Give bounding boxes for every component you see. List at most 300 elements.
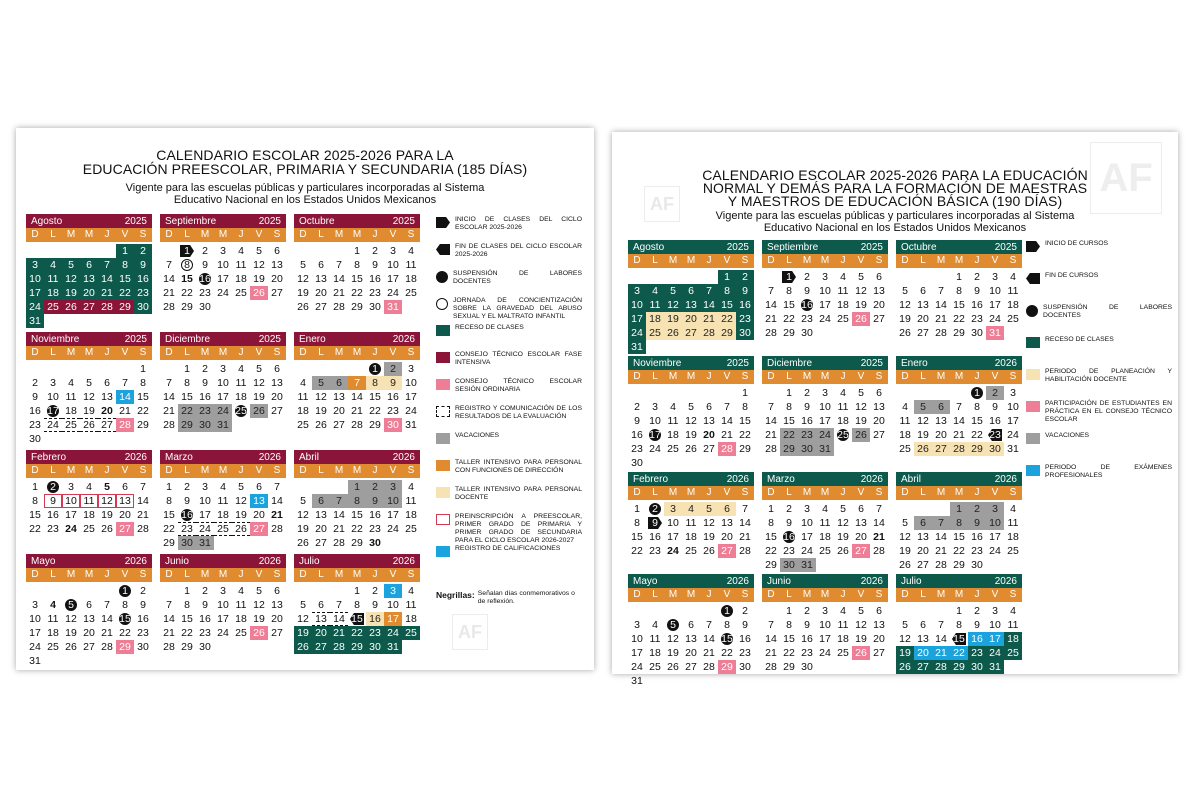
month-name: Julio bbox=[299, 555, 320, 567]
day-grid bbox=[628, 270, 754, 354]
day-cell: 2 bbox=[742, 605, 748, 617]
day-cell: 28 bbox=[271, 523, 283, 535]
weekday-label: D bbox=[633, 487, 641, 498]
weekday-label: M bbox=[686, 371, 696, 382]
legend-swatch bbox=[1026, 305, 1038, 317]
day-cell: 7 bbox=[98, 258, 116, 272]
day-cell: 6 bbox=[274, 585, 280, 597]
day-cell: 18 bbox=[1007, 531, 1019, 543]
day-cell: 24 bbox=[986, 646, 1004, 660]
empty-day bbox=[330, 480, 348, 494]
day-cell: 10 bbox=[989, 619, 1001, 631]
day-cell: 1 bbox=[950, 502, 968, 516]
day-cell: 4 bbox=[840, 271, 846, 283]
day-cell: 6 bbox=[920, 285, 926, 297]
day-cell: 8 bbox=[768, 517, 774, 529]
weekday-label: J bbox=[372, 465, 378, 476]
legend-swatch bbox=[1026, 433, 1040, 444]
day-cell: 22 bbox=[718, 312, 736, 326]
weekday-label: V bbox=[389, 229, 397, 240]
day-cell: 13 bbox=[271, 599, 283, 611]
month-year: 2025 bbox=[726, 241, 749, 253]
day-cell: 5 bbox=[62, 258, 80, 272]
empty-day bbox=[896, 270, 914, 284]
day-cell: 4 bbox=[840, 387, 846, 399]
day-cell: 22 bbox=[181, 287, 193, 299]
day-cell: 8 bbox=[742, 401, 748, 413]
day-cell: 30 bbox=[986, 442, 1004, 456]
legend-item-registro bbox=[436, 405, 582, 432]
day-cell: 28 bbox=[765, 661, 777, 673]
day-cell: 24 bbox=[196, 522, 214, 536]
day-cell: 27 bbox=[271, 627, 283, 639]
day-cell: 24 bbox=[214, 404, 232, 418]
day-cell: 4 bbox=[652, 619, 658, 631]
day-cell: 14 bbox=[137, 495, 149, 507]
weekday-header bbox=[294, 228, 420, 242]
day-cell: 12 bbox=[315, 391, 327, 403]
bold-note-text: Señalan días conmemorativos o de reflexión. bbox=[477, 590, 575, 605]
day-cell: 2 bbox=[804, 605, 810, 617]
day-cell: 11 bbox=[837, 285, 849, 297]
legend-swatch bbox=[1026, 369, 1040, 380]
weekday-label: D bbox=[901, 589, 909, 600]
day-cell: 17 bbox=[384, 612, 402, 626]
weekday-label: J bbox=[238, 465, 244, 476]
month-name: Mayo bbox=[633, 575, 658, 587]
weekday-label: J bbox=[974, 255, 980, 266]
day-cell: 12 bbox=[899, 299, 911, 311]
day-cell: 29 bbox=[950, 660, 968, 674]
month-septiembre bbox=[160, 214, 286, 328]
day-cell: 17 bbox=[628, 312, 646, 326]
day-cell: 19 bbox=[62, 286, 80, 300]
weekday-label: M bbox=[352, 347, 362, 358]
day-cell: 22 bbox=[953, 313, 965, 325]
day-cell: 5 bbox=[858, 605, 864, 617]
day-cell: 8 bbox=[354, 599, 360, 611]
day-cell: 10 bbox=[819, 285, 831, 297]
day-cell: 20 bbox=[873, 633, 885, 645]
day-cell: 11 bbox=[405, 599, 417, 611]
month-header bbox=[160, 450, 286, 464]
legend-swatch bbox=[436, 433, 450, 444]
day-cell: 22 bbox=[29, 523, 41, 535]
day-cell: 8 bbox=[140, 377, 146, 389]
day-cell: 3 bbox=[390, 245, 396, 257]
month-year: 2026 bbox=[860, 575, 883, 587]
day-cell: 4 bbox=[670, 401, 676, 413]
day-cell: 16 bbox=[649, 531, 661, 543]
day-cell: 20 bbox=[80, 286, 98, 300]
day-cell: 19 bbox=[253, 273, 265, 285]
day-cell: 2 bbox=[736, 270, 754, 284]
weekday-label: M bbox=[936, 371, 946, 382]
weekday-label: S bbox=[1009, 255, 1017, 266]
day-grid bbox=[160, 362, 286, 432]
legend-item-fin bbox=[436, 243, 582, 270]
day-grid bbox=[26, 362, 152, 446]
day-cell: 22 bbox=[163, 523, 175, 535]
weekday-label: J bbox=[840, 589, 846, 600]
legend bbox=[436, 216, 582, 572]
day-cell: 20 bbox=[685, 647, 697, 659]
day-cell: 15 bbox=[116, 272, 134, 286]
day-cell: 3 bbox=[634, 619, 640, 631]
day-cell: 11 bbox=[1007, 285, 1019, 297]
day-cell: 24 bbox=[217, 627, 229, 639]
day-cell: 10 bbox=[986, 516, 1004, 530]
day-cell: 16 bbox=[137, 613, 149, 625]
weekday-label: D bbox=[633, 589, 641, 600]
day-grid bbox=[294, 480, 420, 550]
day-cell: 21 bbox=[935, 313, 947, 325]
weekday-header bbox=[160, 464, 286, 478]
legend-item-cte-ord bbox=[436, 378, 582, 405]
empty-day bbox=[160, 362, 178, 376]
weekday-label: L bbox=[652, 487, 658, 498]
day-cell: 8 bbox=[184, 599, 190, 611]
weekday-label: M bbox=[802, 589, 812, 600]
weekday-label: M bbox=[334, 569, 344, 580]
weekday-label: D bbox=[901, 371, 909, 382]
calendar-title-line1: CALENDARIO ESCOLAR 2025-2026 PARA LA EDUCACIÓN bbox=[702, 167, 1088, 183]
empty-day bbox=[312, 480, 330, 494]
day-cell: 9 bbox=[736, 284, 754, 298]
day-cell: 29 bbox=[953, 327, 965, 339]
day-cell: 8 bbox=[184, 377, 190, 389]
day-cell: 1 bbox=[348, 480, 366, 494]
day-cell: 28 bbox=[163, 419, 175, 431]
weekday-label: L bbox=[318, 569, 324, 580]
day-cell: 30 bbox=[801, 327, 813, 339]
weekday-header bbox=[896, 486, 1022, 500]
day-cell: 5 bbox=[700, 502, 718, 516]
day-cell: 10 bbox=[649, 415, 661, 427]
day-cell: 13 bbox=[250, 494, 268, 508]
day-cell: 29 bbox=[765, 559, 777, 571]
legend-item-vac bbox=[1026, 432, 1172, 464]
day-cell: 2 bbox=[974, 271, 980, 283]
bold-note bbox=[436, 590, 584, 605]
day-cell: 11 bbox=[1007, 517, 1019, 529]
day-cell: 4 bbox=[220, 481, 226, 493]
empty-day bbox=[116, 362, 134, 376]
day-cell: 13 bbox=[315, 509, 327, 521]
day-cell: 1 bbox=[184, 363, 190, 375]
weekday-label: M bbox=[352, 465, 362, 476]
day-cell: 15 bbox=[181, 391, 193, 403]
legend-text: SUSPENSIÓN DE LABORES DOCENTES bbox=[453, 270, 582, 285]
empty-day bbox=[312, 244, 330, 258]
month-header bbox=[294, 450, 420, 464]
day-cell: 21 bbox=[932, 646, 950, 660]
day-cell: 11 bbox=[649, 633, 661, 645]
weekday-label: M bbox=[66, 229, 76, 240]
day-cell: 21 bbox=[119, 405, 131, 417]
day-cell: 22 bbox=[950, 646, 968, 660]
day-cell: 20 bbox=[271, 613, 283, 625]
day-cell: 13 bbox=[721, 517, 733, 529]
day-cell: 5 bbox=[902, 619, 908, 631]
day-cell: 25 bbox=[297, 419, 309, 431]
day-cell: 23 bbox=[968, 646, 986, 660]
day-cell: 19 bbox=[315, 405, 327, 417]
empty-day bbox=[914, 386, 932, 400]
day-cell: 15 bbox=[351, 509, 363, 521]
weekday-label: J bbox=[104, 465, 110, 476]
day-cell: 5 bbox=[256, 245, 262, 257]
day-cell: 25 bbox=[646, 326, 664, 340]
month-header bbox=[896, 574, 1022, 588]
day-cell: 29 bbox=[718, 326, 736, 340]
day-cell: 15 bbox=[116, 612, 134, 626]
weekday-label: D bbox=[165, 229, 173, 240]
day-cell: 15 bbox=[718, 632, 736, 646]
day-cell: 2 bbox=[32, 377, 38, 389]
weekday-label: D bbox=[31, 229, 39, 240]
empty-day bbox=[682, 604, 700, 618]
weekday-label: M bbox=[668, 487, 678, 498]
day-cell: 29 bbox=[783, 327, 795, 339]
legend-text: INICIO DE CURSOS bbox=[1045, 240, 1109, 247]
day-cell: 29 bbox=[348, 640, 366, 654]
weekday-label: S bbox=[139, 347, 147, 358]
day-cell: 17 bbox=[199, 509, 211, 521]
day-cell: 2 bbox=[44, 480, 62, 494]
weekday-header bbox=[896, 370, 1022, 384]
weekday-header bbox=[26, 464, 152, 478]
legend-swatch bbox=[436, 271, 448, 283]
weekday-label: D bbox=[633, 371, 641, 382]
empty-day bbox=[664, 386, 682, 400]
day-cell: 24 bbox=[819, 647, 831, 659]
day-grid bbox=[294, 584, 420, 654]
day-cell: 15 bbox=[29, 509, 41, 521]
legend-item-susp bbox=[436, 270, 582, 297]
day-cell: 12 bbox=[297, 273, 309, 285]
weekday-label: L bbox=[50, 229, 56, 240]
legend-item-taller-doc bbox=[436, 486, 582, 513]
day-cell: 18 bbox=[899, 429, 911, 441]
day-cell: 26 bbox=[250, 404, 268, 418]
day-cell: 10 bbox=[26, 272, 44, 286]
day-cell: 1 bbox=[956, 271, 962, 283]
day-cell: 16 bbox=[387, 391, 399, 403]
month-mayo bbox=[26, 554, 152, 668]
weekday-label: V bbox=[255, 465, 263, 476]
day-cell: 10 bbox=[405, 377, 417, 389]
day-cell: 6 bbox=[706, 401, 712, 413]
day-cell: 1 bbox=[178, 244, 196, 258]
legend-text: CONSEJO TÉCNICO ESCOLAR FASE INTENSIVA bbox=[455, 351, 582, 366]
weekday-header bbox=[160, 568, 286, 582]
empty-day bbox=[294, 244, 312, 258]
day-cell: 9 bbox=[202, 377, 208, 389]
day-cell: 4 bbox=[408, 481, 414, 493]
day-cell: 19 bbox=[685, 429, 697, 441]
day-cell: 12 bbox=[685, 415, 697, 427]
day-cell: 18 bbox=[405, 613, 417, 625]
weekday-label: J bbox=[104, 569, 110, 580]
day-cell: 24 bbox=[387, 523, 399, 535]
day-cell: 24 bbox=[628, 326, 646, 340]
month-enero bbox=[294, 332, 420, 446]
day-grid bbox=[294, 362, 420, 432]
day-cell: 20 bbox=[935, 429, 947, 441]
weekday-header bbox=[628, 486, 754, 500]
month-header bbox=[160, 214, 286, 228]
empty-day bbox=[646, 270, 664, 284]
empty-day bbox=[932, 502, 950, 516]
day-cell: 12 bbox=[65, 613, 77, 625]
day-cell: 13 bbox=[271, 259, 283, 271]
day-cell: 22 bbox=[137, 405, 149, 417]
day-cell: 15 bbox=[348, 612, 366, 626]
day-cell: 1 bbox=[166, 481, 172, 493]
day-cell: 29 bbox=[178, 418, 196, 432]
day-cell: 19 bbox=[667, 647, 679, 659]
weekday-label: M bbox=[686, 589, 696, 600]
empty-day bbox=[664, 270, 682, 284]
day-cell: 2 bbox=[968, 502, 986, 516]
day-cell: 17 bbox=[65, 509, 77, 521]
day-cell: 7 bbox=[956, 401, 962, 413]
weekday-label: M bbox=[954, 371, 964, 382]
day-cell: 26 bbox=[80, 418, 98, 432]
day-cell: 26 bbox=[62, 300, 80, 314]
day-cell: 30 bbox=[369, 301, 381, 313]
day-cell: 7 bbox=[122, 377, 128, 389]
day-cell: 27 bbox=[312, 640, 330, 654]
weekday-label: L bbox=[920, 589, 926, 600]
month-agosto bbox=[26, 214, 152, 328]
month-febrero bbox=[26, 450, 152, 550]
month-name: Enero bbox=[299, 333, 326, 345]
day-cell: 15 bbox=[783, 299, 795, 311]
day-cell: 1 bbox=[354, 245, 360, 257]
day-cell: 13 bbox=[80, 272, 98, 286]
day-cell: 14 bbox=[765, 633, 777, 645]
day-cell: 10 bbox=[631, 633, 643, 645]
month-year: 2026 bbox=[258, 555, 281, 567]
day-cell: 11 bbox=[685, 517, 697, 529]
weekday-label: M bbox=[802, 255, 812, 266]
weekday-label: D bbox=[31, 569, 39, 580]
empty-day bbox=[914, 502, 932, 516]
empty-day bbox=[646, 604, 664, 618]
day-cell: 8 bbox=[354, 259, 360, 271]
day-cell: 26 bbox=[852, 312, 870, 326]
day-cell: 1 bbox=[718, 604, 736, 618]
weekday-label: J bbox=[974, 371, 980, 382]
day-cell: 6 bbox=[858, 503, 864, 515]
day-cell: 3 bbox=[1010, 387, 1016, 399]
calendar-educacion-normal bbox=[612, 132, 1178, 687]
day-cell: 18 bbox=[1007, 299, 1019, 311]
day-cell: 17 bbox=[819, 633, 831, 645]
day-cell: 3 bbox=[220, 245, 226, 257]
weekday-header bbox=[762, 588, 888, 602]
day-cell: 3 bbox=[50, 377, 56, 389]
legend-item-fin bbox=[1026, 272, 1172, 304]
day-cell: 15 bbox=[163, 509, 175, 521]
month-name: Abril bbox=[299, 451, 320, 463]
legend-text: FIN DE CLASES DEL CICLO ESCOLAR 2025-2026 bbox=[455, 243, 582, 258]
day-cell: 21 bbox=[765, 429, 777, 441]
day-cell: 16 bbox=[971, 531, 983, 543]
legend-swatch bbox=[436, 487, 450, 498]
day-cell: 1 bbox=[634, 503, 640, 515]
day-cell: 2 bbox=[646, 502, 664, 516]
month-marzo bbox=[762, 472, 888, 572]
day-cell: 2 bbox=[974, 605, 980, 617]
day-cell: 25 bbox=[232, 404, 250, 418]
day-cell: 13 bbox=[116, 494, 134, 508]
day-cell: 15 bbox=[137, 391, 149, 403]
day-cell: 11 bbox=[47, 613, 59, 625]
month-header bbox=[628, 472, 754, 486]
day-cell: 8 bbox=[178, 258, 196, 272]
day-cell: 9 bbox=[992, 401, 998, 413]
day-cell: 7 bbox=[166, 377, 172, 389]
day-cell: 14 bbox=[116, 390, 134, 404]
weekday-header bbox=[628, 254, 754, 268]
day-cell: 17 bbox=[405, 391, 417, 403]
empty-day bbox=[700, 386, 718, 400]
weekday-label: M bbox=[66, 465, 76, 476]
day-cell: 22 bbox=[181, 627, 193, 639]
day-cell: 28 bbox=[765, 443, 777, 455]
day-cell: 11 bbox=[819, 517, 831, 529]
day-cell: 17 bbox=[801, 531, 813, 543]
day-cell: 29 bbox=[116, 640, 134, 654]
day-cell: 13 bbox=[873, 619, 885, 631]
legend-swatch bbox=[1026, 273, 1040, 284]
day-cell: 27 bbox=[718, 544, 736, 558]
empty-day bbox=[700, 604, 718, 618]
day-cell: 19 bbox=[297, 287, 309, 299]
day-cell: 25 bbox=[402, 626, 420, 640]
day-cell: 30 bbox=[971, 559, 983, 571]
day-cell: 28 bbox=[932, 660, 950, 674]
day-cell: 24 bbox=[989, 545, 1001, 557]
day-cell: 24 bbox=[801, 545, 813, 557]
weekday-label: V bbox=[857, 371, 865, 382]
day-cell: 25 bbox=[819, 545, 831, 557]
day-cell: 17 bbox=[387, 509, 399, 521]
weekday-label: L bbox=[50, 347, 56, 358]
day-cell: 10 bbox=[989, 285, 1001, 297]
month-name: Noviembre bbox=[31, 333, 80, 345]
day-cell: 30 bbox=[366, 640, 384, 654]
legend-item-susp bbox=[1026, 304, 1172, 336]
day-cell: 14 bbox=[765, 415, 777, 427]
legend-text: TALLER INTENSIVO PARA PERSONAL CON FUNCIONES DE DIRECCIÓN bbox=[455, 459, 582, 474]
day-cell: 12 bbox=[899, 633, 911, 645]
weekday-label: V bbox=[723, 487, 731, 498]
day-cell: 15 bbox=[351, 273, 363, 285]
day-cell: 4 bbox=[238, 363, 244, 375]
weekday-label: M bbox=[352, 229, 362, 240]
day-cell: 9 bbox=[804, 285, 810, 297]
day-cell: 16 bbox=[801, 633, 813, 645]
weekday-label: J bbox=[372, 229, 378, 240]
day-cell: 20 bbox=[682, 312, 700, 326]
day-cell: 27 bbox=[917, 559, 929, 571]
weekday-label: M bbox=[954, 255, 964, 266]
day-cell: 3 bbox=[68, 481, 74, 493]
